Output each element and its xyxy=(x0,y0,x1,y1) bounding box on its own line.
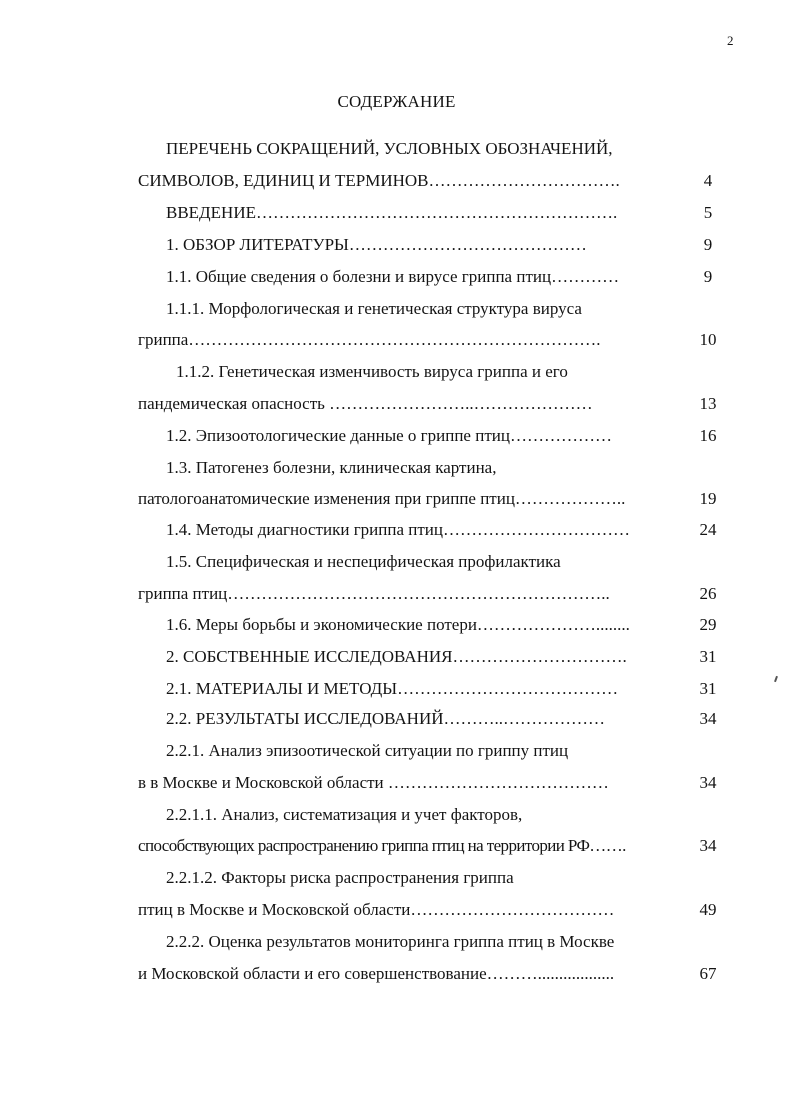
toc-page-number: 31 xyxy=(699,679,717,698)
toc-entry-1-3-line-2: патологоанатомические изменения при гриппе птиц……………….. xyxy=(138,489,626,508)
toc-entry-1-1: 1.1. Общие сведения о болезни и вирусе гриппа птиц………… xyxy=(166,267,620,286)
toc-entry-2-1: 2.1. МАТЕРИАЛЫ И МЕТОДЫ………………………………… xyxy=(166,679,619,698)
toc-page-number: 34 xyxy=(699,709,717,728)
toc-entry-1-2: 1.2. Эпизоотологические данные о гриппе птиц……………… xyxy=(166,426,612,445)
toc-entry-1-1-2-line-2: пандемическая опасность ……………………..………………… xyxy=(138,394,593,413)
toc-entry-1-5-line-1: 1.5. Специфическая и неспецифическая профилактика xyxy=(166,552,561,571)
toc-entry-1: 1. ОБЗОР ЛИТЕРАТУРЫ…………………………………… xyxy=(166,235,587,254)
toc-entry-1-5-line-2: гриппа птиц………………………………………………………….. xyxy=(138,584,610,603)
page-number: 2 xyxy=(727,33,734,48)
toc-entry-2-2-1-line-1: 2.2.1. Анализ эпизоотической ситуации по гриппу птиц xyxy=(166,741,569,760)
toc-entry-2-2-2-line-1: 2.2.2. Оценка результатов мониторинга гриппа птиц в Москве xyxy=(166,932,615,951)
toc-page-number: 9 xyxy=(703,267,713,286)
toc-entry-introduction: ВВЕДЕНИЕ………………………………………………………. xyxy=(166,203,618,222)
toc-page-number: 29 xyxy=(699,615,717,634)
toc-page-number: 9 xyxy=(703,235,713,254)
toc-page-number: 49 xyxy=(699,900,717,919)
toc-entry-1-4: 1.4. Методы диагностики гриппа птиц…………………………… xyxy=(166,520,630,539)
toc-entry-1-6: 1.6. Меры борьбы и экономические потери…………………........ xyxy=(166,615,630,634)
toc-page-number: 67 xyxy=(699,964,717,983)
toc-page-number: 34 xyxy=(699,836,717,855)
page-title: СОДЕРЖАНИЕ xyxy=(337,92,456,111)
toc-page-number: 4 xyxy=(703,171,713,190)
toc-page-number: 10 xyxy=(699,330,717,349)
toc-page-number: 31 xyxy=(699,647,717,666)
toc-page-number: 5 xyxy=(703,203,713,222)
toc-page-number: 13 xyxy=(699,394,717,413)
toc-page-number: 24 xyxy=(699,520,717,539)
toc-page-number: 34 xyxy=(699,773,717,792)
toc-entry-2: 2. СОБСТВЕННЫЕ ИССЛЕДОВАНИЯ…………………………. xyxy=(166,647,627,666)
toc-page-number: 19 xyxy=(699,489,717,508)
toc-page-number: 26 xyxy=(699,584,717,603)
toc-entry-1-3-line-1: 1.3. Патогенез болезни, клиническая картина, xyxy=(166,458,497,477)
toc-entry-abbreviations-line-1: ПЕРЕЧЕНЬ СОКРАЩЕНИЙ, УСЛОВНЫХ ОБОЗНАЧЕНИЙ, xyxy=(166,139,613,158)
toc-entry-1-1-1-line-1: 1.1.1. Морфологическая и генетическая структура вируса xyxy=(166,299,582,318)
scan-speck xyxy=(774,676,778,682)
toc-entry-2-2-1-1-line-1: 2.2.1.1. Анализ, систематизация и учет факторов, xyxy=(166,805,523,824)
toc-entry-1-1-1-line-2: гриппа………………………………………………………………. xyxy=(138,330,601,349)
toc-entry-1-1-2-line-1: 1.1.2. Генетическая изменчивость вируса гриппа и его xyxy=(176,362,568,381)
toc-entry-2-2-1-2-line-2: птиц в Москве и Московской области……………………………… xyxy=(138,900,615,919)
toc-entry-abbreviations-line-2: СИМВОЛОВ, ЕДИНИЦ И ТЕРМИНОВ……………………………. xyxy=(138,171,620,190)
toc-page-number: 16 xyxy=(699,426,717,445)
toc-entry-2-2-1-1-line-2: способствующих распространению гриппа птиц на территории РФ……. xyxy=(138,836,626,855)
toc-entry-2-2-2-line-2: и Московской области и его совершенствование……….................. xyxy=(138,964,615,983)
toc-entry-2-2-1-2-line-1: 2.2.1.2. Факторы риска распространения гриппа xyxy=(166,868,514,887)
toc-entry-2-2: 2.2. РЕЗУЛЬТАТЫ ИССЛЕДОВАНИЙ………..……………… xyxy=(166,709,605,728)
toc-entry-2-2-1-line-2: в в Москве и Московской области ………………………………… xyxy=(138,773,609,792)
